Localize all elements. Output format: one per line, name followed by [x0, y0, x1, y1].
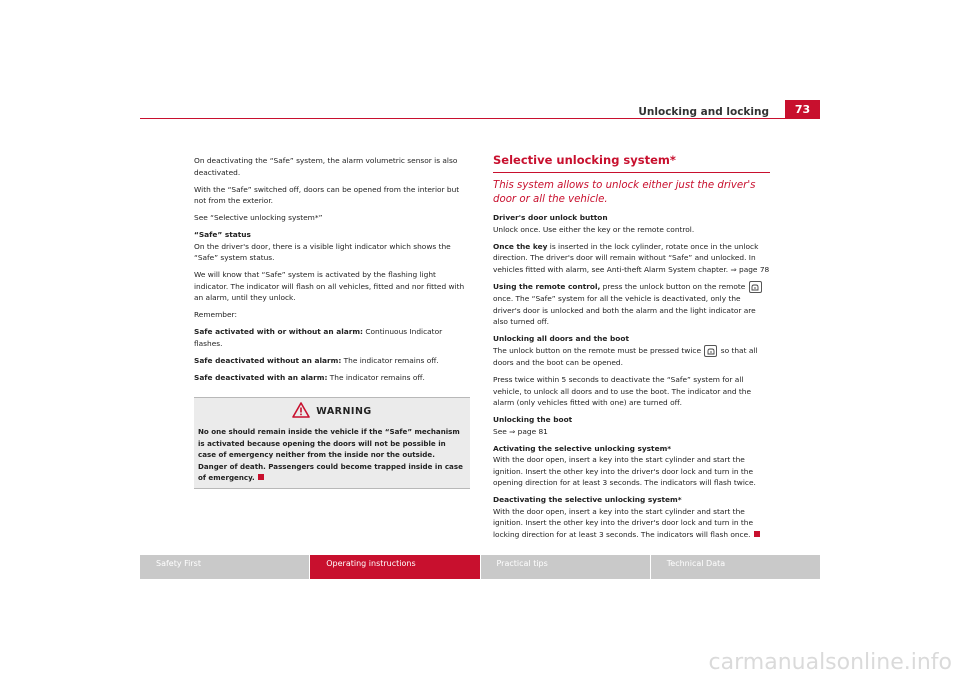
end-of-section-icon	[258, 474, 264, 480]
paragraph-text: With the door open, insert a key into the start cylinder and start the ignition. Insert the other key into the driver's door lock and turn in the locking direction for at least 3 seconds. The indicators will flash once.	[493, 506, 754, 539]
subheading: Unlocking all doors and the boot	[493, 334, 629, 343]
subheading: Unlocking the boot	[493, 415, 573, 424]
paragraph	[493, 212, 770, 235]
paragraph	[493, 281, 770, 328]
footer-tab-safety-first[interactable]: Safety First	[156, 559, 201, 568]
warning-header	[198, 398, 466, 426]
paragraph-text: On the driver's door, there is a visible light indicator which shows the “Safe” system status.	[194, 241, 451, 262]
paragraph: With the “Safe” switched off, doors can be opened from the interior but not from the exterior.	[194, 184, 460, 205]
paragraph	[493, 241, 770, 276]
paragraph: Press twice within 5 seconds to deactivate the “Safe” system for all vehicle, to unlock all doors and to use the boot. The indicator and the alarm (only vehicles fitted with one) are turned off.	[493, 375, 752, 407]
warning-title: WARNING	[316, 406, 372, 418]
status-label: Safe activated with or without an alarm:	[194, 327, 364, 336]
page-number: 73	[785, 100, 820, 119]
status-line	[194, 326, 470, 349]
paragraph: See “Selective unlocking system*”	[194, 213, 323, 222]
paragraph-text: With the door open, insert a key into the start cylinder and start the ignition. Insert the other key into the driver's door lock and turn in the opening direction for at least 3 seconds. The indicators will flash twice.	[493, 455, 756, 487]
warning-text	[198, 426, 466, 484]
status-text: The indicator remains off.	[343, 355, 439, 365]
status-label: Safe deactivated without an alarm:	[194, 355, 342, 365]
warning-box	[194, 397, 470, 489]
remote-unlock-icon	[749, 281, 762, 293]
subheading: “Safe” status	[194, 230, 251, 239]
paragraph-text: once. The “Safe” system for all the vehicle is deactivated, only the driver's door is unlocked and both the alarm and the light indicator are also turned off.	[493, 294, 756, 326]
section-subtitle: This system allows to unlock either just the driver's door or all the vehicle.	[493, 179, 756, 205]
status-line	[194, 372, 470, 384]
section-title: Selective unlocking system*	[493, 153, 676, 167]
paragraph: Remember:	[194, 310, 237, 319]
footer-tab-operating-instructions[interactable]: Operating instructions	[309, 555, 479, 579]
header-divider	[140, 118, 820, 119]
watermark-logo: carmanualsonline.info	[708, 650, 952, 675]
paragraph	[493, 494, 770, 540]
status-text: The indicator remains off.	[329, 372, 425, 382]
end-of-section-icon	[754, 531, 760, 537]
paragraph-text: is inserted in the lock cylinder, rotate once in the unlock direction. The driver's door will remain without “Safe” and unlocked. In vehicles fitted with alarm, see Anti-theft Alarm System chapter. ⇒ page 78	[493, 241, 770, 274]
page-header	[0, 0, 960, 125]
left-column	[194, 155, 470, 489]
subheading: Driver's door unlock button	[493, 213, 608, 222]
paragraph	[194, 229, 470, 264]
paragraph	[493, 414, 770, 437]
subheading: Deactivating the selective unlocking system*	[493, 495, 682, 504]
paragraph: We will know that “Safe” system is activated by the flashing light indicator. The indicator will flash on all vehicles, fitted and nor fitted with an alarm, until they unlock.	[194, 270, 465, 302]
status-line	[194, 355, 470, 367]
page-reference-link[interactable]: See ⇒ page 81	[493, 426, 548, 436]
status-text: Continuous Indicator flashes.	[194, 327, 443, 348]
page-header-title: Unlocking and locking	[638, 106, 769, 118]
subheading: Activating the selective unlocking system*	[493, 443, 672, 453]
paragraph: On deactivating the “Safe” system, the alarm volumetric sensor is also deactivated.	[194, 156, 458, 177]
remote-unlock-icon	[704, 345, 717, 357]
paragraph-text: Unlock once. Use either the key or the remote control.	[493, 224, 695, 234]
paragraph-text: press the unlock button on the remote	[602, 281, 746, 291]
warning-body: No one should remain inside the vehicle if the “Safe” mechanism is activated because opening the doors will not be possible in case of emergency neither from the inside nor the outside. Danger of death. Passengers could become trapped inside in case of emergency.	[198, 427, 463, 483]
paragraph-text: so that all doors and the boot can be opened.	[493, 345, 758, 367]
footer-tab-technical-data[interactable]: Technical Data	[650, 555, 820, 579]
inline-label: Once the key	[493, 241, 548, 251]
warning-triangle-icon	[292, 402, 310, 422]
inline-label: Using the remote control,	[493, 281, 601, 291]
footer-tab-practical-tips[interactable]: Practical tips	[480, 555, 650, 579]
paragraph-text: The unlock button on the remote must be pressed twice	[493, 345, 702, 355]
status-label: Safe deactivated with an alarm:	[194, 372, 328, 382]
footer-nav	[140, 555, 820, 579]
section-divider	[493, 172, 770, 173]
right-column	[493, 155, 770, 546]
paragraph	[493, 333, 770, 369]
paragraph	[493, 443, 770, 489]
